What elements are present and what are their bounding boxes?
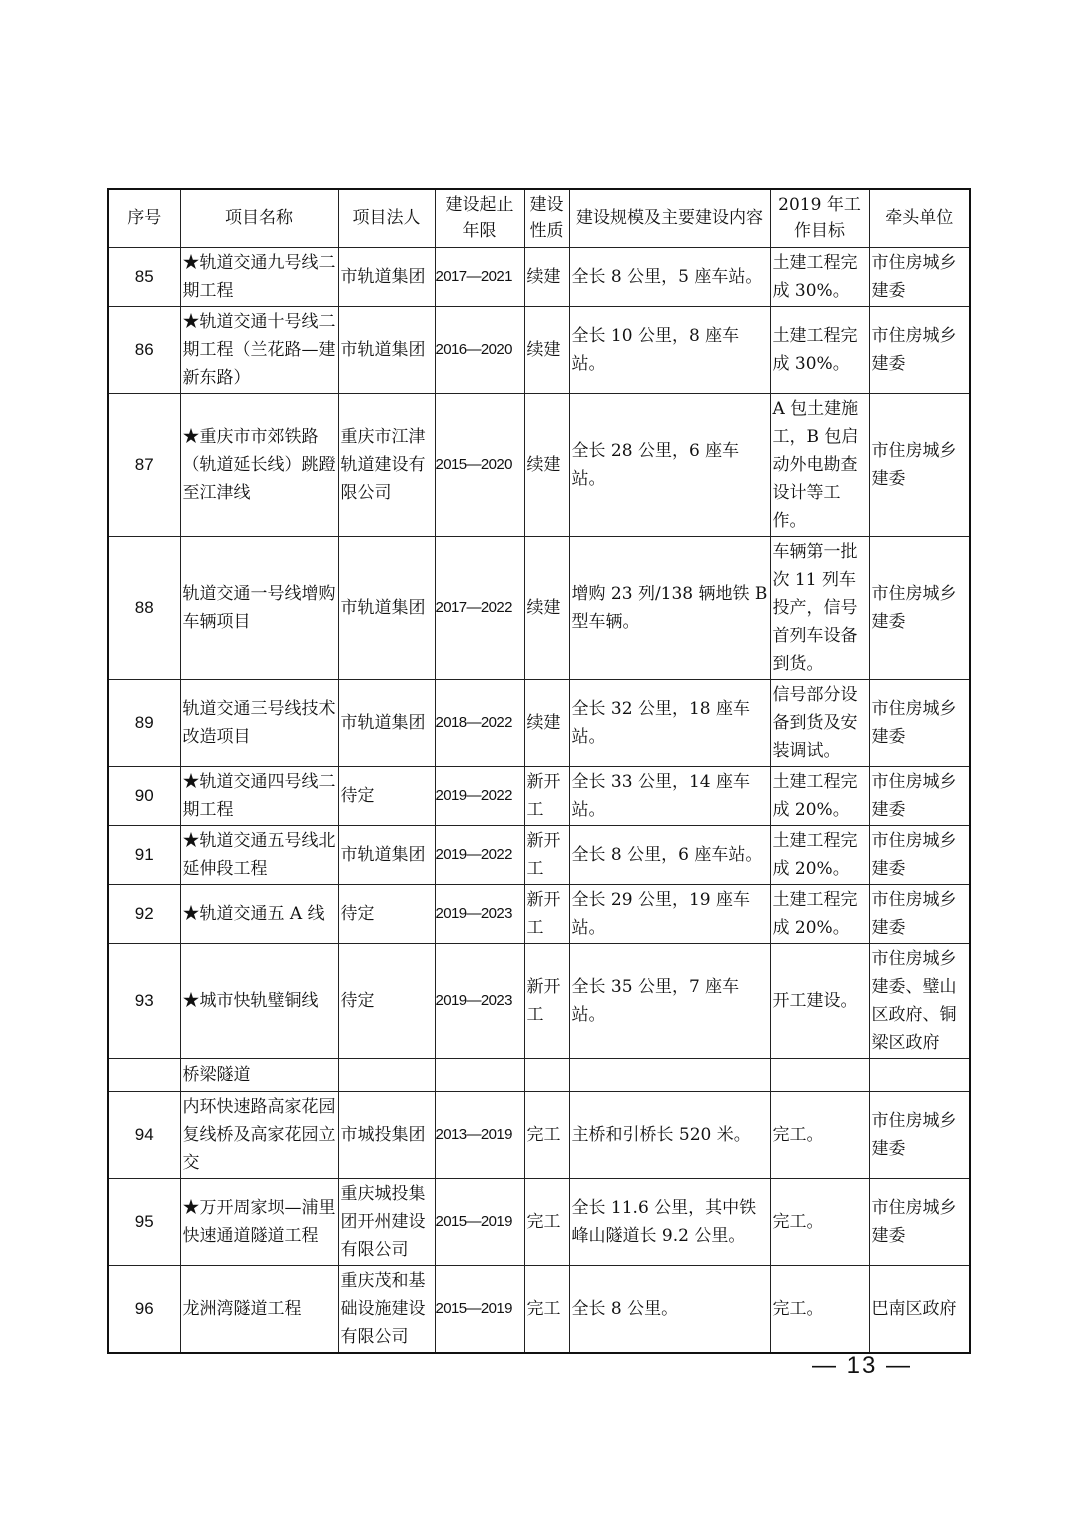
nature-cell: 完工 [524,1265,569,1353]
nature-cell: 续建 [524,393,569,536]
seq-cell: 92 [108,884,180,943]
period-cell: 2015—2019 [435,1178,524,1265]
nature-cell: 续建 [524,536,569,679]
owner-cell: 待定 [338,884,435,943]
table-row [108,1265,970,1353]
seq-cell: 89 [108,679,180,766]
seq-cell: 87 [108,393,180,536]
lead-cell: 市住房城乡建委 [869,306,970,393]
owner-cell: 市轨道集团 [338,825,435,884]
scale-cell: 全长 32 公里，18 座车站。 [569,679,770,766]
target-cell: 完工。 [770,1091,869,1178]
name-cell: ★重庆市市郊铁路（轨道延长线）跳蹬至江津线 [180,393,338,536]
name-cell: ★轨道交通十号线二期工程（兰花路—建新东路） [180,306,338,393]
owner-cell: 市轨道集团 [338,536,435,679]
empty-cell [770,1058,869,1091]
scale-cell: 增购 23 列/138 辆地铁 B 型车辆。 [569,536,770,679]
table-row [108,884,970,943]
lead-cell: 市住房城乡建委 [869,679,970,766]
period-cell: 2016—2020 [435,306,524,393]
lead-cell: 市住房城乡建委 [869,1091,970,1178]
target-cell: 土建工程完成 20%。 [770,825,869,884]
project-table [107,188,971,1354]
empty-cell [869,1058,970,1091]
target-cell: 车辆第一批次 11 列车投产，信号首列车设备到货。 [770,536,869,679]
period-cell: 2019—2023 [435,884,524,943]
header-owner: 项目法人 [338,189,435,247]
target-cell: 完工。 [770,1265,869,1353]
scale-cell: 全长 33 公里，14 座车站。 [569,766,770,825]
period-cell: 2019—2022 [435,825,524,884]
scale-cell: 全长 11.6 公里，其中铁峰山隧道长 9.2 公里。 [569,1178,770,1265]
table-row [108,1178,970,1265]
scale-cell: 全长 8 公里，6 座车站。 [569,825,770,884]
target-cell: 土建工程完成 30%。 [770,247,869,306]
nature-cell: 新开工 [524,884,569,943]
name-cell: ★轨道交通九号线二期工程 [180,247,338,306]
owner-cell: 待定 [338,766,435,825]
period-cell: 2017—2022 [435,536,524,679]
seq-cell: 86 [108,306,180,393]
header-target: 2019 年工作目标 [770,189,869,247]
nature-cell: 新开工 [524,943,569,1058]
period-cell: 2019—2022 [435,766,524,825]
scale-cell: 全长 28 公里，6 座车站。 [569,393,770,536]
nature-cell: 完工 [524,1178,569,1265]
scale-cell: 全长 35 公里，7 座车站。 [569,943,770,1058]
empty-cell [569,1058,770,1091]
table-row [108,536,970,679]
table-row [108,766,970,825]
nature-cell: 续建 [524,247,569,306]
section-title: 桥梁隧道 [180,1058,338,1091]
owner-cell: 市城投集团 [338,1091,435,1178]
owner-cell: 待定 [338,943,435,1058]
scale-cell: 主桥和引桥长 520 米。 [569,1091,770,1178]
table-row [108,943,970,1058]
empty-cell [524,1058,569,1091]
seq-cell: 90 [108,766,180,825]
owner-cell: 重庆市江津轨道建设有限公司 [338,393,435,536]
period-cell: 2015—2020 [435,393,524,536]
target-cell: 土建工程完成 20%。 [770,884,869,943]
page-number: — 13 — [812,1352,913,1379]
target-cell: 信号部分设备到货及安装调试。 [770,679,869,766]
seq-cell: 94 [108,1091,180,1178]
owner-cell: 重庆城投集团开州建设有限公司 [338,1178,435,1265]
header-scale: 建设规模及主要建设内容 [569,189,770,247]
name-cell: ★轨道交通四号线二期工程 [180,766,338,825]
lead-cell: 市住房城乡建委 [869,884,970,943]
lead-cell: 市住房城乡建委 [869,825,970,884]
header-seq: 序号 [108,189,180,247]
empty-cell [338,1058,435,1091]
nature-cell: 完工 [524,1091,569,1178]
table-row [108,825,970,884]
period-cell: 2019—2023 [435,943,524,1058]
lead-cell: 市住房城乡建委 [869,247,970,306]
seq-cell: 95 [108,1178,180,1265]
target-cell: 土建工程完成 20%。 [770,766,869,825]
lead-cell: 巴南区政府 [869,1265,970,1353]
target-cell: 开工建设。 [770,943,869,1058]
table-row [108,306,970,393]
name-cell: 内环快速路高家花园复线桥及高家花园立交 [180,1091,338,1178]
table-row [108,247,970,306]
seq-cell: 85 [108,247,180,306]
table-header-row [108,189,970,247]
scale-cell: 全长 8 公里，5 座车站。 [569,247,770,306]
header-nature: 建设性质 [524,189,569,247]
lead-cell: 市住房城乡建委 [869,766,970,825]
name-cell: ★轨道交通五号线北延伸段工程 [180,825,338,884]
target-cell: 完工。 [770,1178,869,1265]
seq-cell: 91 [108,825,180,884]
scale-cell: 全长 8 公里。 [569,1265,770,1353]
name-cell: 龙洲湾隧道工程 [180,1265,338,1353]
empty-cell [108,1058,180,1091]
owner-cell: 市轨道集团 [338,306,435,393]
period-cell: 2015—2019 [435,1265,524,1353]
lead-cell: 市住房城乡建委 [869,393,970,536]
period-cell: 2018—2022 [435,679,524,766]
name-cell: 轨道交通三号线技术改造项目 [180,679,338,766]
period-cell: 2017—2021 [435,247,524,306]
owner-cell: 重庆茂和基础设施建设有限公司 [338,1265,435,1353]
name-cell: ★城市快轨璧铜线 [180,943,338,1058]
table-row [108,679,970,766]
header-name: 项目名称 [180,189,338,247]
table-row [108,1091,970,1178]
period-cell: 2013—2019 [435,1091,524,1178]
target-cell: A 包土建施工，B 包启动外电勘查设计等工作。 [770,393,869,536]
nature-cell: 续建 [524,306,569,393]
lead-cell: 市住房城乡建委 [869,536,970,679]
nature-cell: 续建 [524,679,569,766]
lead-cell: 市住房城乡建委 [869,1178,970,1265]
name-cell: ★万开周家坝—浦里快速通道隧道工程 [180,1178,338,1265]
nature-cell: 新开工 [524,825,569,884]
nature-cell: 新开工 [524,766,569,825]
section-row [108,1058,970,1091]
scale-cell: 全长 29 公里，19 座车站。 [569,884,770,943]
header-period: 建设起止年限 [435,189,524,247]
seq-cell: 88 [108,536,180,679]
empty-cell [435,1058,524,1091]
owner-cell: 市轨道集团 [338,679,435,766]
scale-cell: 全长 10 公里，8 座车站。 [569,306,770,393]
table-row [108,393,970,536]
target-cell: 土建工程完成 30%。 [770,306,869,393]
owner-cell: 市轨道集团 [338,247,435,306]
name-cell: ★轨道交通五 A 线 [180,884,338,943]
seq-cell: 96 [108,1265,180,1353]
lead-cell: 市住房城乡建委、璧山区政府、铜梁区政府 [869,943,970,1058]
name-cell: 轨道交通一号线增购车辆项目 [180,536,338,679]
seq-cell: 93 [108,943,180,1058]
header-lead: 牵头单位 [869,189,970,247]
